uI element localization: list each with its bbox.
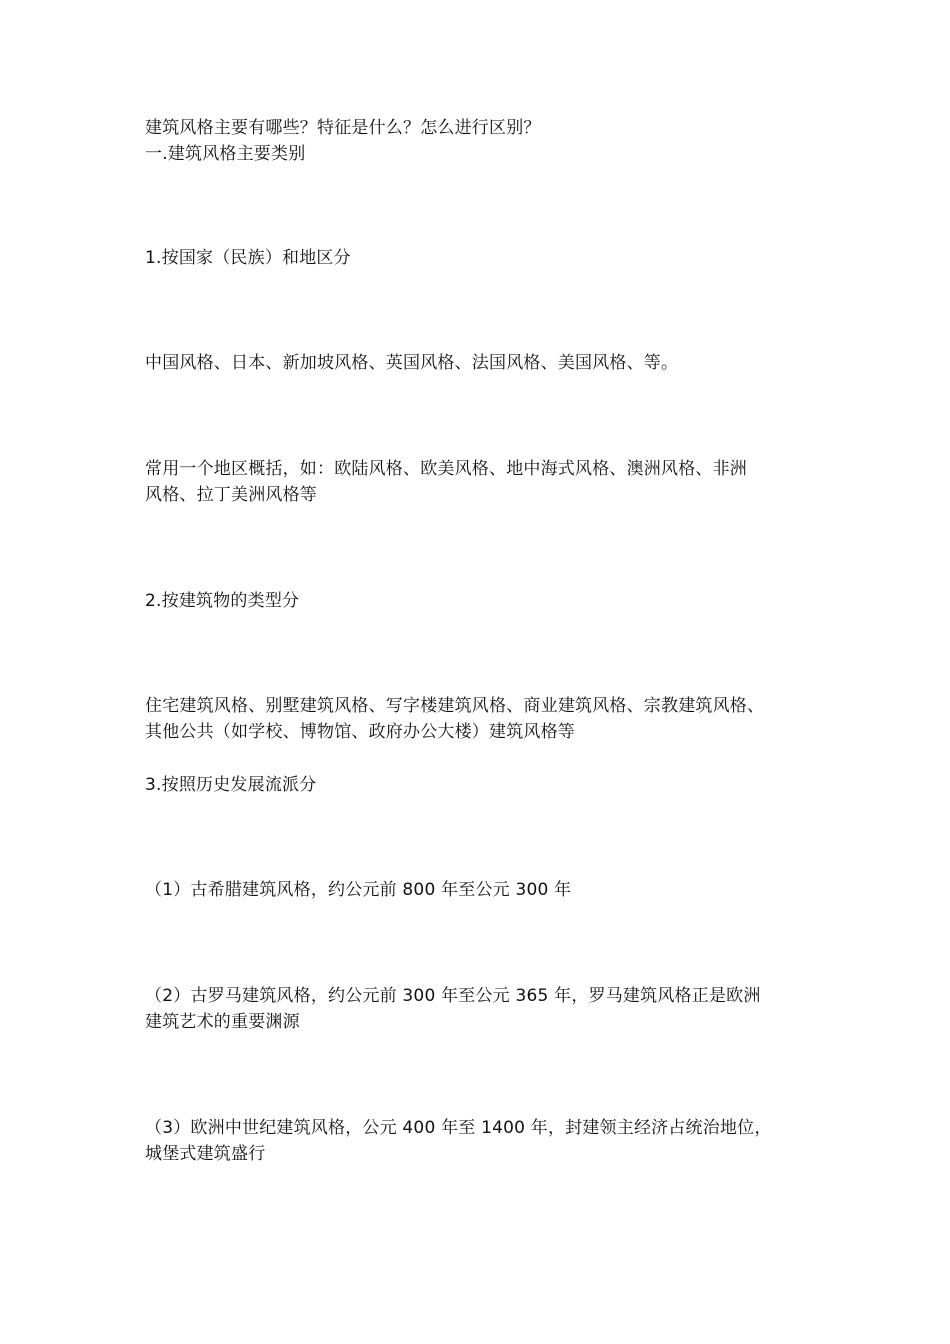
section-heading: 一.建筑风格主要类别: [145, 144, 306, 164]
paragraph-regions-line-2: 风格、拉丁美洲风格等: [145, 485, 317, 505]
list-item-3-line-2: 城堡式建筑盛行: [145, 1144, 266, 1164]
list-item-3-line-1: （3）欧洲中世纪建筑风格，公元 400 年至 1400 年，封建领主经济占统治地位，: [145, 1118, 772, 1138]
paragraph-building-types-line-1: 住宅建筑风格、别墅建筑风格、写字楼建筑风格、商业建筑风格、宗教建筑风格、: [145, 696, 765, 716]
sub-heading-1: 1.按国家（民族）和地区分: [145, 248, 351, 268]
paragraph-countries: 中国风格、日本、新加坡风格、英国风格、法国风格、美国风格、等。: [145, 353, 679, 373]
list-item-2-line-2: 建筑艺术的重要渊源: [145, 1012, 300, 1032]
sub-heading-2: 2.按建筑物的类型分: [145, 591, 300, 611]
paragraph-regions-line-1: 常用一个地区概括，如：欧陆风格、欧美风格、地中海式风格、澳洲风格、非洲: [145, 459, 747, 479]
list-item-1: （1）古希腊建筑风格，约公元前 800 年至公元 300 年: [145, 880, 572, 900]
paragraph-building-types-line-2: 其他公共（如学校、博物馆、政府办公大楼）建筑风格等: [145, 722, 575, 742]
list-item-2-line-1: （2）古罗马建筑风格，约公元前 300 年至公元 365 年，罗马建筑风格正是欧洲: [145, 986, 761, 1006]
title-question: 建筑风格主要有哪些？特征是什么？怎么进行区别？: [145, 118, 541, 138]
sub-heading-3: 3.按照历史发展流派分: [145, 775, 317, 795]
